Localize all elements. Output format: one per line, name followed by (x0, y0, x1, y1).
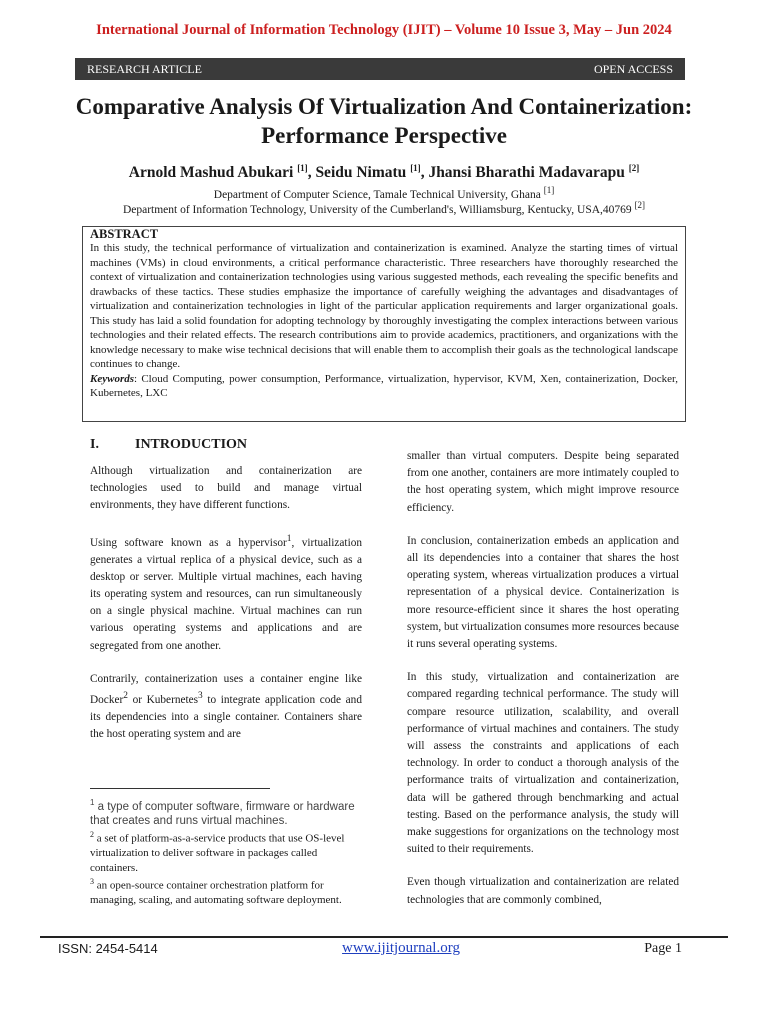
paragraph (90, 671, 362, 744)
left-column (90, 463, 362, 759)
section-title: INTRODUCTION (135, 437, 248, 452)
author-separator: , (307, 164, 316, 182)
keywords-text: : Cloud Computing, power consumption, Performance, virtualization, hypervisor, KVM, Xen, containerization, Docker, Kubernetes, LXC (90, 372, 678, 399)
paper-title-line-1: Comparative Analysis Of Virtualization And Containerization: (75, 94, 693, 119)
affiliation-1 (0, 185, 768, 201)
author-separator: , (420, 164, 429, 182)
affiliation-2-ref: [2] (634, 200, 646, 210)
affiliation-1-text: Department of Computer Science, Tamale Technical University, Ghana (213, 188, 541, 201)
section-heading (90, 437, 247, 453)
footnote-number: 1 (90, 798, 95, 807)
paragraph-text: , virtualization generates a virtual replica of a physical device, such as a desktop or server. Multiple virtual machines, each having its operating system and resources, can run simultaneously on a single physical machine. Virtual machines can run various operating systems and applications and are segregated from one another. (90, 536, 362, 652)
author-1: Arnold Mashud Abukari (128, 164, 294, 182)
footnote-divider (90, 788, 270, 789)
journal-website-link[interactable]: www.ijitjournal.org (342, 940, 460, 956)
author-1-ref: [1] (297, 163, 308, 173)
paragraph (90, 531, 362, 655)
footnote-text: a type of computer software, firmware or hardware that creates and runs virtual machines. (90, 800, 355, 828)
abstract-box (82, 226, 686, 422)
abstract-heading: ABSTRACT (90, 227, 159, 241)
footnote-text: a set of platform-as-a-service products that use OS-level virtualization to deliver software in packages called containers. (90, 833, 345, 874)
journal-header: International Journal of Information Technology (IJIT) – Volume 10 Issue 3, May – Jun 2024 (96, 22, 672, 38)
paragraph: Even though virtualization and containerization are related technologies that are commonly combined, (407, 876, 679, 906)
footnote-3 (90, 875, 362, 907)
open-access-label: OPEN ACCESS (593, 61, 673, 76)
footnote-1 (90, 796, 362, 828)
footnote-ref: 1 (286, 533, 292, 544)
affiliation-2 (0, 200, 768, 216)
paper-title (40, 92, 728, 150)
author-2: Seidu Nimatu (315, 164, 407, 182)
author-list (0, 163, 768, 182)
footnote-number: 3 (90, 876, 94, 886)
abstract-body (90, 241, 678, 401)
author-3: Jhansi Bharathi Madavarapu (428, 164, 625, 182)
right-column (407, 448, 679, 925)
paragraph: smaller than virtual computers. Despite being separated from one another, containers are more intimately coupled to the host operating system, which might improve resource efficiency. (407, 450, 679, 514)
paragraph-text: or Kubernetes (127, 693, 199, 706)
author-3-ref: [2] (628, 163, 640, 173)
footnote-ref: 3 (198, 691, 203, 701)
paragraph-text: Using software known as a hypervisor (90, 536, 287, 549)
footnote-2 (90, 828, 362, 875)
issn-label: ISSN: 2454-5414 (58, 941, 158, 956)
page-footer (58, 940, 682, 957)
keywords-label: Keywords (90, 372, 134, 385)
footnotes (90, 796, 362, 907)
footnote-number: 2 (90, 830, 94, 840)
section-number: I. (90, 437, 99, 452)
footnote-text: an open-source container orchestration platform for managing, scaling, and automating software deployment. (90, 879, 342, 906)
footnote-ref: 2 (123, 691, 128, 701)
paper-title-line-2: Performance Perspective (261, 123, 507, 148)
paragraph: Although virtualization and containerization are technologies used to build and manage virtual environments, they have different functions. (90, 465, 362, 512)
paragraph: In conclusion, containerization embeds an application and all its dependencies into a container that shares the host operating system, whereas virtualization produces a virtual representation of a physical device. Containerization is more resource-efficient since it shares the host operating system, but virtualization consumes more resources because it runs several operating systems. (407, 534, 679, 651)
research-article-label: RESEARCH ARTICLE (87, 61, 202, 76)
footer-divider (40, 936, 728, 938)
paragraph-text: Contrarily, containerization uses a container engine like Docker (90, 672, 362, 706)
affiliation-2-text: Department of Information Technology, University of the Cumberland's, Williamsburg, Kentucky, USA,40769 (122, 203, 632, 216)
abstract-text: In this study, the technical performance of virtualization and containerization is examined. Analyze the starting times of virtual machines (VMs) in cloud environments, a critical performance characteristic. Three researchers have thoroughly researched the context of virtualization and containerization technologies using various suggested methods, each revealing the specific benefits and drawbacks of these tactics. These studies emphasize the importance of carefully weighing the advantages and disadvantages of virtualization and containerization technologies in light of the particular application requirements and larger organizational goals. This study has laid a solid foundation for adopting technology by thoroughly investigating the complex interactions between various technologies and their related effects. The research contributions aim to provide academics, practitioners, and organizations with the knowledge necessary to make wise technical decisions that will enable them to accomplish their goals as the technological landscape continues to change. (90, 242, 678, 370)
affiliation-1-ref: [1] (543, 185, 555, 195)
paragraph: In this study, virtualization and containerization are compared regarding technical performance. The study will compare resource utilization, scalability, and overall performance of virtual machines and containers. The study will assess the constraints and applications of each technology. In order to conduct a thorough analysis of the performance traits of virtualization and containerization, data will be gathered through benchmarking and actual testing. Based on the performance analysis, the study will make suggestions for organizations on the technology most suited to their requirements. (407, 671, 679, 856)
paragraph-text: to integrate application code and its dependencies into a single container. Containers share the host operating system and are (90, 693, 362, 741)
article-type-banner (75, 58, 685, 80)
page-number: Page 1 (644, 940, 682, 956)
author-2-ref: [1] (410, 163, 421, 173)
